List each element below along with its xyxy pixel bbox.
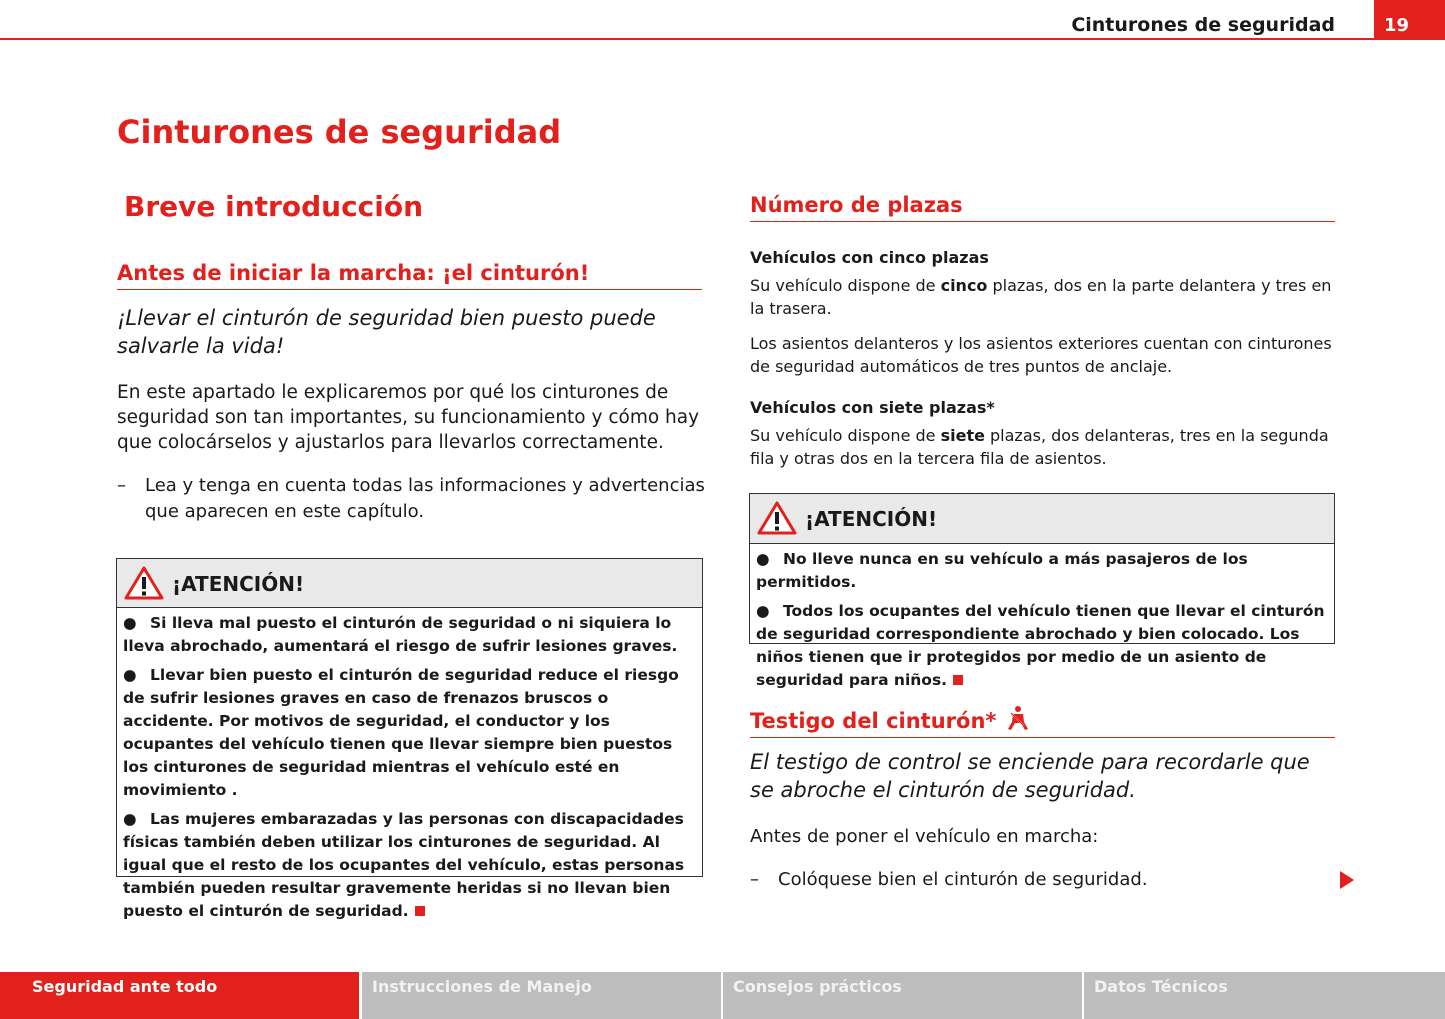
continue-arrow-icon <box>1340 871 1354 889</box>
header-title: Cinturones de seguridad <box>1071 14 1335 36</box>
warning-header <box>750 494 1334 544</box>
indicator-lead: El testigo de control se enciende para recordarle que se abroche el cinturón de seguridad. <box>750 750 1310 802</box>
intro-paragraph: En este apartado le explicaremos por qué los cinturones de seguridad son tan importantes, su funcionamiento y cómo hay que colocárselos y ajustarlos para llevarlos correctamente. <box>117 382 700 453</box>
five-seats-text: Su vehículo dispone de cinco plazas, dos en la parte delantera y tres en la trasera. <box>750 276 1332 318</box>
warning-box-right <box>749 493 1335 689</box>
warning-item-text: Las mujeres embarazadas y las personas con discapacidades físicas también deben utilizar los cinturones de seguridad. Al igual que el resto de los ocupantes del vehículo, estas personas también pueden resultar gravemente heridas si no llevan bien puesto el cinturón de seguridad. <box>123 810 685 920</box>
seven-seats-text: Su vehículo dispone de siete plazas, dos delanteras, tres en la segunda fila y otras dos en la tercera fila de asientos. <box>750 426 1329 468</box>
warning-body <box>750 544 1334 704</box>
dash-item-text: Colóquese bien el cinturón de seguridad. <box>778 869 1148 890</box>
header-rule <box>0 38 1445 40</box>
warning-item <box>123 808 696 923</box>
footer-tab-instrucciones[interactable]: Instrucciones de Manejo <box>362 972 721 1019</box>
warning-item-text: Llevar bien puesto el cinturón de seguridad reduce el riesgo de sufrir lesiones graves en caso de frenazos bruscos o accidente. Por motivos de seguridad, el conductor y los ocupantes del vehículo tienen que llevar siempre bien puestos los cinturones de seguridad mientras el vehículo esté en movimiento . <box>123 666 679 799</box>
warning-box-left <box>116 558 703 920</box>
intro-title: Breve introducción <box>124 190 424 223</box>
warning-title: ¡ATENCIÓN! <box>172 572 305 596</box>
dash-symbol: – <box>750 869 759 890</box>
bullet-icon: ● <box>756 550 770 568</box>
warning-header <box>117 559 702 608</box>
section-title-indicator <box>750 705 1335 738</box>
bullet-icon: ● <box>756 602 770 620</box>
warning-triangle-icon <box>124 565 164 601</box>
warning-body <box>117 608 702 935</box>
bullet-icon: ● <box>123 614 137 632</box>
warning-item <box>756 548 1328 594</box>
indicator-paragraph: Antes de poner el vehículo en marcha: <box>750 826 1099 847</box>
warning-item-text: Si lleva mal puesto el cinturón de seguridad o ni siquiera lo lleva abrochado, aumentará el riesgo de sufrir lesiones graves. <box>123 614 678 655</box>
footer-tab-datos[interactable]: Datos Técnicos <box>1084 972 1445 1019</box>
bullet-icon: ● <box>123 666 137 684</box>
end-of-section-icon <box>415 906 425 916</box>
belts-text: Los asientos delanteros y los asientos exteriores cuentan con cinturones de seguridad automáticos de tres puntos de anclaje. <box>750 334 1332 376</box>
dash-item-text: Lea y tenga en cuenta todas las informaciones y advertencias que aparecen en este capítulo. <box>145 475 705 522</box>
five-seats-heading: Vehículos con cinco plazas <box>750 248 989 267</box>
warning-item <box>123 664 696 802</box>
page-number: 19 <box>1374 0 1445 40</box>
warning-item <box>756 600 1328 692</box>
dash-item <box>750 867 1338 893</box>
seven-seats-heading: Vehículos con siete plazas* <box>750 398 995 417</box>
page-title: Cinturones de seguridad <box>117 113 562 151</box>
warning-item-text: Todos los ocupantes del vehículo tienen que llevar el cinturón de seguridad correspondiente abrochado y bien colocado. Los niños tienen que ir protegidos por medio de un asiento de seguridad para niños. <box>756 602 1325 689</box>
warning-title: ¡ATENCIÓN! <box>805 507 938 531</box>
indicator-title-text: Testigo del cinturón* <box>750 709 997 733</box>
section-title-belt: Antes de iniciar la marcha: ¡el cinturón! <box>117 261 702 290</box>
warning-item <box>123 612 696 658</box>
end-of-section-icon <box>953 675 963 685</box>
footer-tab-seguridad[interactable]: Seguridad ante todo <box>0 972 359 1019</box>
lead-text: ¡Llevar el cinturón de seguridad bien puesto puede salvarle la vida! <box>117 306 656 358</box>
warning-triangle-icon <box>757 500 797 536</box>
seatbelt-warning-icon <box>1006 705 1030 731</box>
section-title-seats: Número de plazas <box>750 193 1335 222</box>
warning-item-text: No lleve nunca en su vehículo a más pasajeros de los permitidos. <box>756 550 1248 591</box>
footer-tab-consejos[interactable]: Consejos prácticos <box>723 972 1082 1019</box>
dash-item <box>117 473 710 525</box>
dash-symbol: – <box>117 475 126 496</box>
bullet-icon: ● <box>123 810 137 828</box>
